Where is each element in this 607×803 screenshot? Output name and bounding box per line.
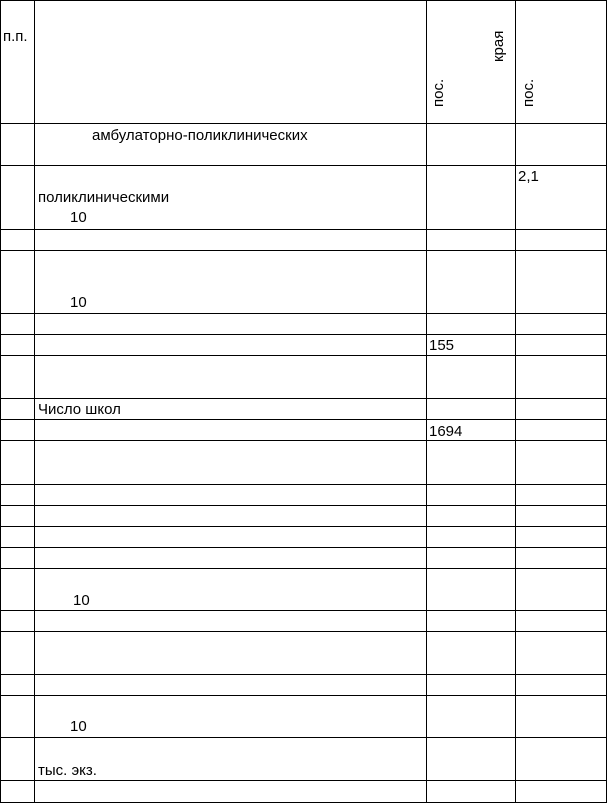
grid-line (0, 610, 607, 611)
grid-line (0, 547, 607, 548)
grid-line (0, 631, 607, 632)
grid-line (0, 440, 607, 441)
grid-line (0, 505, 607, 506)
header-col-b-label: пос. (520, 78, 537, 107)
header-col-number: п.п. (3, 28, 28, 45)
row-value: 10 (70, 294, 87, 311)
grid-line (0, 229, 607, 230)
grid-line (0, 737, 607, 738)
grid-line (0, 165, 607, 166)
header-col-a-label: пос. (430, 78, 447, 107)
grid-line (0, 334, 607, 335)
grid-line (0, 484, 607, 485)
grid-line (34, 0, 35, 803)
row-value-col-a: 155 (429, 337, 455, 354)
grid-line (0, 0, 607, 1)
grid-line (426, 0, 427, 803)
row-value-col-b: 2,1 (518, 168, 539, 185)
grid-line (0, 695, 607, 696)
row-text: поликлиническими (38, 189, 170, 206)
grid-line (0, 674, 607, 675)
grid-line (0, 313, 607, 314)
header-col-a-label-top: края (490, 30, 507, 62)
grid-line (0, 123, 607, 124)
row-value: 10 (73, 592, 90, 609)
grid-line (0, 0, 1, 803)
row-text: Число школ (38, 401, 121, 418)
row-value-col-a: 1694 (429, 423, 463, 440)
row-value: 10 (70, 718, 87, 735)
grid-line (0, 568, 607, 569)
grid-line (0, 250, 607, 251)
row-text: тыс. экз. (38, 762, 97, 779)
grid-line (0, 780, 607, 781)
grid-line (0, 419, 607, 420)
row-value: 10 (70, 209, 87, 226)
grid-line (0, 355, 607, 356)
grid-line (0, 526, 607, 527)
row-text: амбулаторно-поликлинических (92, 127, 308, 144)
grid-line (515, 0, 516, 803)
grid-line (0, 398, 607, 399)
